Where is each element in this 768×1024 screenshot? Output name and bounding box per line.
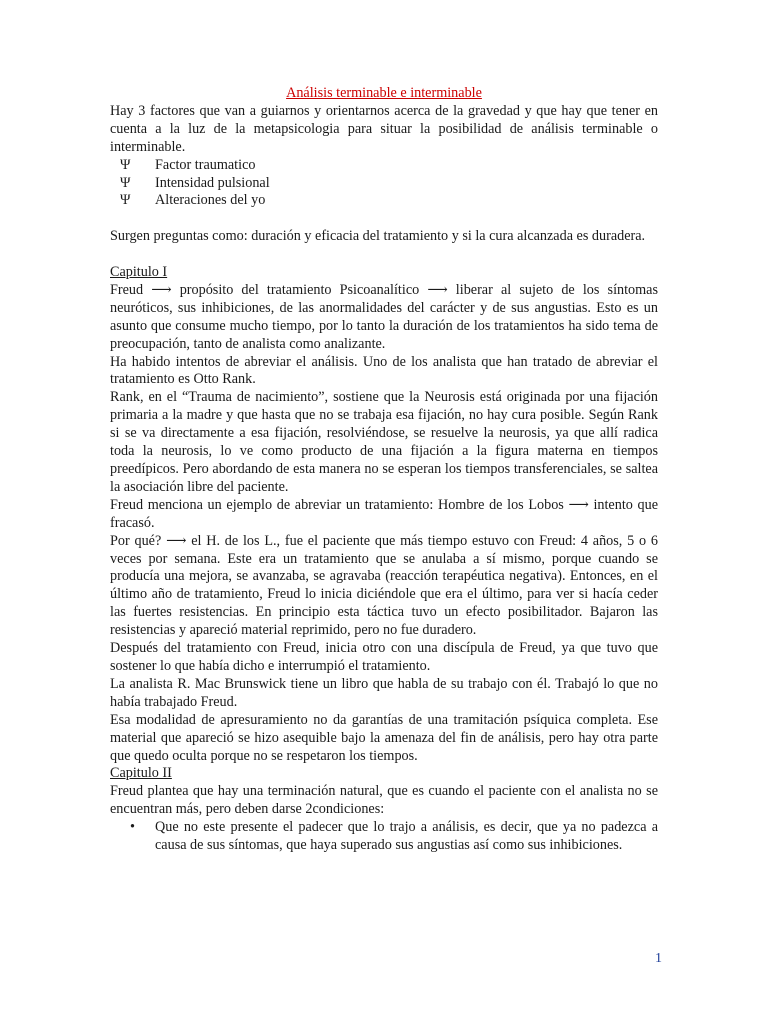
intro-paragraph: Hay 3 factores que van a guiarnos y orientarnos acerca de la gravedad y que hay que tener en cuenta a la luz de la metapsicologia para situar la posibilidad de análisis terminable o interminable. (110, 102, 658, 155)
chapter-1-paragraph: Ha habido intentos de abreviar el análisis. Uno de los analista que han tratado de abreviar el tratamiento es Otto Rank. (110, 353, 658, 388)
psi-symbol-icon: Ψ (120, 192, 131, 209)
blank-line (110, 246, 658, 264)
chapter-1-paragraph: Por qué? ⟶ el H. de los L., fue el paciente que más tiempo estuvo con Freud: 4 años, 5 o 6 veces por semana. Este era un tratamiento que se anulaba a sí mismo, porque cuando se producía una mejora, se avanzaba, se agravaba (reacción terapéutica negativa). Entonces, en el último año de tratamiento, Freud lo inicia diciéndole que era el último, para ver si hacía ceder las fuertes resistencias. En principio esta táctica tuvo un efecto posibilitador. Bajaron las resistencias y apareció material reprimido, pero no fue duradero. (110, 532, 658, 639)
list-item (110, 157, 658, 175)
document-title: Análisis terminable e interminable (286, 85, 482, 101)
factor-label: Intensidad pulsional (155, 174, 270, 191)
psi-symbol-icon: Ψ (120, 174, 131, 191)
chapter-1-heading: Capitulo I (110, 264, 168, 281)
chapter-1-paragraph: Después del tratamiento con Freud, inicia otro con una discípula de Freud, ya que tuvo que sostener lo que había dicho e interrumpió el tratamiento. (110, 640, 658, 674)
blank-line (110, 210, 658, 228)
factor-label: Alteraciones del yo (155, 192, 266, 209)
factor-label: Factor traumatico (155, 156, 256, 173)
condition-text: Que no este presente el padecer que lo trajo a análisis, es decir, que ya no padezca a causa de sus síntomas, que haya superado sus angustias así como sus inhibiciones. (155, 819, 658, 854)
chapter-1-paragraph: Freud ⟶ propósito del tratamiento Psicoanalítico ⟶ liberar al sujeto de los síntomas neuróticos, sus inhibiciones, de las anormalidades del carácter y de sus angustias. Esto es un asunto que consume mucho tiempo, por lo tanto la duración de los tratamientos ha sido tema de preocupación, tanto de analista como analizante. (110, 281, 658, 352)
chapter-2-intro: Freud plantea que hay una terminación natural, que es cuando el paciente con el analista no se encuentran más, pero deben darse 2condiciones: (110, 783, 658, 818)
factors-list (110, 157, 658, 211)
conditions-list (110, 819, 658, 855)
chapter-1-paragraph: Freud menciona un ejemplo de abreviar un tratamiento: Hombre de los Lobos ⟶ intento que fracasó. (110, 496, 658, 531)
chapter-1-paragraph: Esa modalidad de apresuramiento no da garantías de una tramitación psíquica completa. Ese material que apareció se hizo asequible bajo la amenaza del fin de análisis, pero hay otra parte que quedo oculta porque no se respetaron los tiempos. (110, 711, 658, 764)
list-item (110, 819, 658, 855)
page-number: 1 (655, 951, 662, 966)
chapter-1-paragraph: La analista R. Mac Brunswick tiene un libro que habla de su trabajo con él. Trabajó lo que no había trabajado Freud. (110, 675, 658, 710)
document-body (110, 85, 658, 855)
chapter-2-heading: Capitulo II (110, 765, 172, 782)
list-item (110, 175, 658, 193)
questions-paragraph: Surgen preguntas como: duración y eficacia del tratamiento y si la cura alcanzada es duradera. (110, 228, 646, 245)
list-item (110, 192, 658, 210)
bullet-icon: • (130, 819, 135, 836)
chapter-1-paragraph: Rank, en el “Trauma de nacimiento”, sostiene que la Neurosis está originada por una fijación primaria a la madre y que hasta que no se trabaja esa fijación, no hay cura posible. Según Rank si se va directamente a esa fijación, resolviéndose, se resuelve la neurosis, ya que allí radica toda la neurosis, lo ve como producto de una fijación a la figura materna en tiempos preedípicos. Pero abordando de esta manera no se esperan los tiempos transferenciales, se saltea la asociación libre del paciente. (110, 389, 658, 495)
psi-symbol-icon: Ψ (120, 156, 131, 173)
